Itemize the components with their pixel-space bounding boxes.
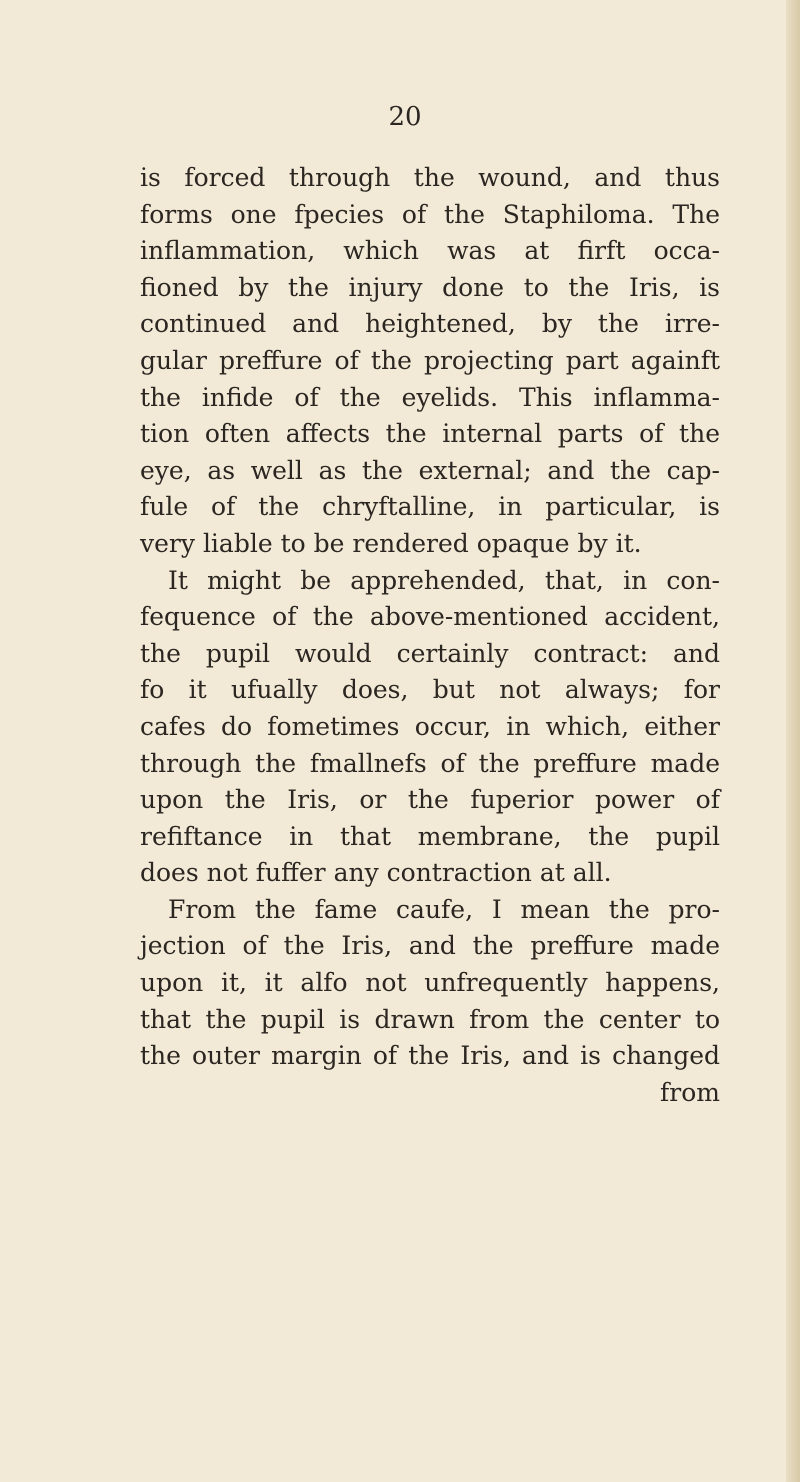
text-line: continued and heightened, by the irre- xyxy=(140,309,720,339)
text-line: that the pupil is drawn from the center to xyxy=(140,1004,720,1034)
text-line: refiftance in that membrane, the pupil xyxy=(140,821,720,851)
text-line: fo it ufually does, but not always; for xyxy=(140,675,720,705)
text-line: does not fuffer any contraction at all. xyxy=(140,858,612,888)
catchword: from xyxy=(660,1077,720,1107)
page-edge xyxy=(786,0,800,1482)
text-line: very liable to be rendered opaque by it. xyxy=(140,528,642,558)
body-text xyxy=(140,160,720,1111)
text-line: gular preffure of the projecting part againft xyxy=(140,345,720,375)
text-line: through the fmallnefs of the preffure made xyxy=(140,748,720,778)
text-line: the infide of the eyelids. This inflamma- xyxy=(140,382,720,412)
text-line: upon the Iris, or the fuperior power of xyxy=(140,785,720,815)
text-line: forms one fpecies of the Staphiloma. The xyxy=(140,199,720,229)
text-line: tion often affects the internal parts of the xyxy=(140,419,720,449)
text-line: inflammation, which was at firft occa- xyxy=(140,236,720,266)
text-line: fioned by the injury done to the Iris, is xyxy=(140,272,720,302)
text-line: It might be apprehended, that, in con- xyxy=(168,565,720,595)
text-line: fequence of the above-mentioned accident, xyxy=(140,602,720,632)
text-line: cafes do fometimes occur, in which, either xyxy=(140,711,720,741)
text-line: From the fame caufe, I mean the pro- xyxy=(168,894,720,924)
text-line: is forced through the wound, and thus xyxy=(140,163,720,192)
text-line: fule of the chryftalline, in particular, is xyxy=(140,492,720,522)
text-line: eye, as well as the external; and the cap- xyxy=(140,455,720,485)
text-line: upon it, it alfo not unfrequently happens, xyxy=(140,968,720,998)
page-number: 20 xyxy=(388,102,422,132)
text-line: jection of the Iris, and the preffure made xyxy=(140,931,720,961)
text-line: the outer margin of the Iris, and is changed xyxy=(140,1041,720,1071)
text-line: the pupil would certainly contract: and xyxy=(140,638,720,668)
